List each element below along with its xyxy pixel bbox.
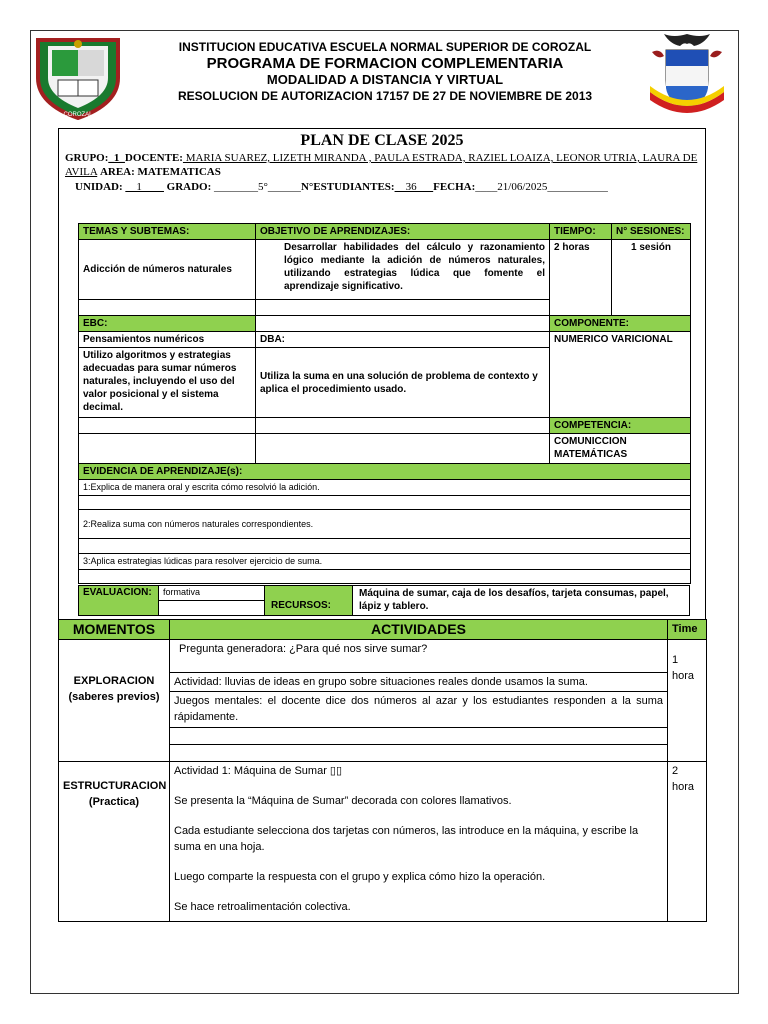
blank-cell: [79, 418, 256, 434]
evidencia-2: 2:Realiza suma con números naturales correspondientes.: [79, 510, 691, 539]
recursos-header: RECURSOS:: [265, 586, 353, 615]
evidencia-3: 3:Aplica estrategias lúdicas para resolver ejercicio de suma.: [79, 554, 691, 570]
exploracion-activity-1: Pregunta generadora: ¿Para qué nos sirve sumar?: [170, 640, 668, 673]
ebc-header: EBC:: [79, 316, 256, 332]
exploracion-time: 1 hora: [668, 640, 707, 762]
grado-label: GRADO:: [166, 181, 212, 193]
fecha-value: ____21/06/2025___________: [475, 181, 608, 193]
estudiantes-label: N°ESTUDIANTES:: [300, 181, 395, 193]
evaluacion-header: EVALUACION:: [79, 586, 159, 615]
sesiones-header: N° SESIONES:: [612, 224, 691, 240]
colombia-coat-of-arms-icon: [644, 30, 730, 120]
est-paragraph-1: Actividad 1: Máquina de Sumar ▯▯: [174, 765, 343, 777]
temas-header: TEMAS Y SUBTEMAS:: [79, 224, 256, 240]
blank-cell: [170, 728, 668, 745]
objetivo-header: OBJETIVO DE APRENDIZAJES:: [256, 224, 550, 240]
grado-value: ________5°______: [214, 181, 301, 193]
blank-cell: [79, 539, 691, 554]
blank-cell: [79, 434, 256, 464]
est-paragraph-3: Cada estudiante selecciona dos tarjetas con números, las introduce en la máquina, y escribe la suma en una hoja.: [174, 825, 639, 853]
tema-cell: Adicción de números naturales: [79, 240, 256, 300]
docente-value: MARIA SUAREZ, LIZETH MIRANDA , PAULA ESTRADA, RAZIEL LOAIZA, LEONOR UTRIA, LAURA DE AVILA: [65, 152, 698, 178]
exploracion-cell: [59, 640, 170, 762]
program-name: PROGRAMA DE FORMACION COMPLEMENTARIA: [206, 55, 564, 72]
objetivo-cell: Desarrollar habilidades del cálculo y razonamiento lógico mediante la adición de números naturales, utilizando estrategias lúdica que fomente el aprendizaje significativo.: [256, 240, 550, 300]
plan-title: PLAN DE CLASE 2025: [300, 132, 464, 149]
evaluacion-blank: [159, 601, 265, 615]
competencia-header: COMPETENCIA:: [550, 418, 691, 434]
plan-info-2: [75, 181, 705, 193]
blank-cell: [256, 300, 550, 316]
dba-cell: Utiliza la suma en una solución de problema de contexto y aplica el procedimiento usado.: [256, 348, 550, 418]
evidencia-header: EVIDENCIA DE APRENDIZAJE(s):: [79, 464, 691, 480]
ebc-descripcion: Utilizo algoritmos y estrategias adecuadas para sumar números naturales, incluyendo el uso del valor posicional y el sistema decimal.: [79, 348, 256, 418]
dba-header: DBA:: [256, 332, 550, 348]
recursos-cell: Máquina de sumar, caja de los desafíos, tarjeta consumas, papel, lápiz y tablero.: [359, 588, 669, 612]
competencia-cell: COMUNICCION MATEMÁTICAS: [550, 434, 691, 464]
est-paragraph-2: Se presenta la “Máquina de Sumar” decorada con colores llamativos.: [174, 795, 512, 807]
modality: MODALIDAD A DISTANCIA Y VIRTUAL: [266, 72, 504, 87]
ebc-pensamiento: Pensamientos numéricos: [79, 332, 256, 348]
time-header: Time: [668, 620, 707, 640]
grupo-value: _1_: [108, 152, 125, 164]
exploracion-activity-2: Actividad: lluvias de ideas en grupo sobre situaciones reales donde usamos la suma.: [170, 673, 668, 692]
est-paragraph-4: Luego comparte la respuesta con el grupo y explica cómo hizo la operación.: [174, 871, 546, 883]
institution-name: INSTITUCION EDUCATIVA ESCUELA NORMAL SUPERIOR DE COROZAL: [178, 40, 592, 54]
sesiones-cell: 1 sesión: [612, 240, 691, 316]
exploracion-label: EXPLORACION (saberes previos): [68, 675, 160, 703]
blank-cell: [256, 418, 550, 434]
blank-cell: [79, 496, 691, 510]
exploracion-activity-3: Juegos mentales: el docente dice dos números al azar y los estudiantes responden a la suma rápidamente.: [170, 692, 668, 728]
momentos-table: [58, 619, 707, 922]
unidad-value: __1____: [125, 181, 164, 193]
grupo-label: GRUPO:: [65, 152, 109, 164]
est-paragraph-5: Se hace retroalimentación colectiva.: [174, 901, 351, 913]
area-label: AREA: MATEMATICAS: [99, 166, 221, 178]
plan-table: [78, 223, 691, 584]
plan-info: [65, 151, 707, 179]
estructuracion-label: ESTRUCTURACION (Practica): [59, 762, 170, 922]
actividades-header: ACTIVIDADES: [170, 620, 668, 640]
blank-cell: [79, 300, 256, 316]
evidencia-1: 1:Explica de manera oral y escrita cómo resolvió la adición.: [79, 480, 691, 496]
componente-cell: NUMERICO VARICIONAL: [550, 332, 691, 418]
momentos-header: MOMENTOS: [59, 620, 170, 640]
blank-cell: [170, 745, 668, 762]
evaluacion-row: [78, 585, 690, 616]
componente-header: COMPONENTE:: [550, 316, 691, 332]
tiempo-header: TIEMPO:: [550, 224, 612, 240]
estructuracion-time: 2 hora: [668, 762, 707, 922]
estudiantes-value: __36___: [394, 181, 434, 193]
docente-label: DOCENTE:: [124, 152, 183, 164]
evaluacion-cell: formativa: [159, 586, 265, 601]
blank-cell: [256, 434, 550, 464]
school-emblem-icon: [34, 34, 122, 120]
unidad-label: UNIDAD:: [75, 181, 123, 193]
svg-text:COROZAL: COROZAL: [63, 112, 93, 118]
blank-cell: [79, 570, 691, 584]
resolution: RESOLUCION DE AUTORIZACION 17157 DE 27 DE NOVIEMBRE DE 2013: [177, 89, 593, 103]
estructuracion-activities: [170, 762, 668, 922]
fecha-label: FECHA:: [433, 181, 476, 193]
tiempo-cell: 2 horas: [550, 240, 612, 316]
blank-cell: [256, 316, 550, 332]
